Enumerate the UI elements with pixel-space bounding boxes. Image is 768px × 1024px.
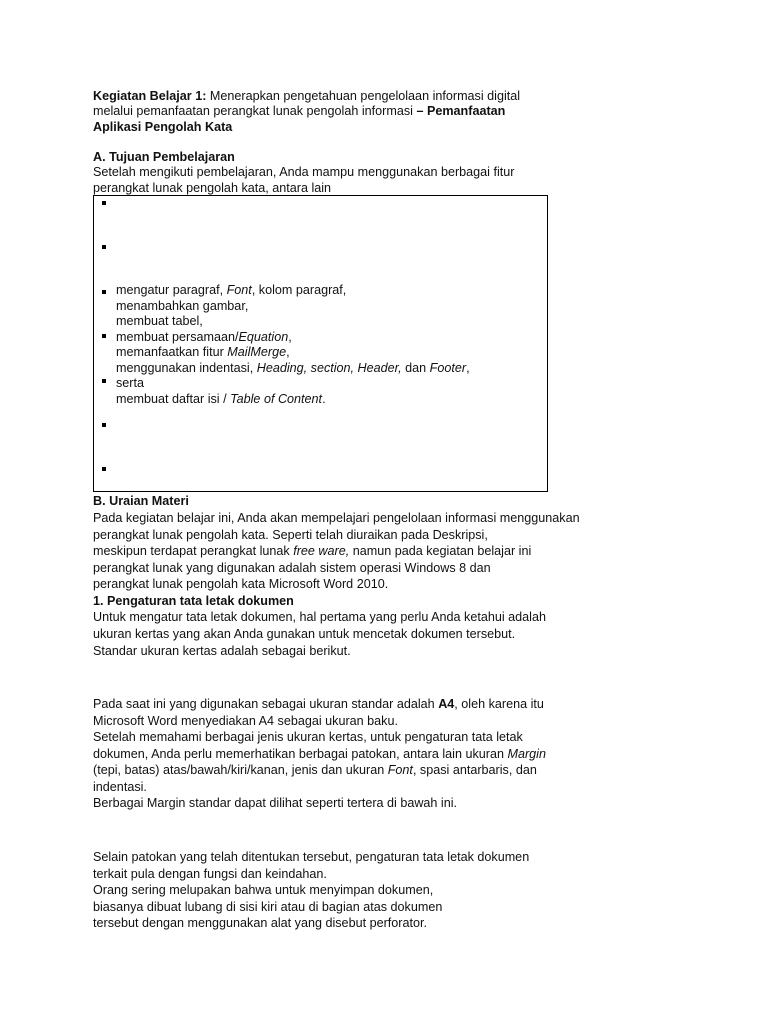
paragraph-line: Pada saat ini yang digunakan sebagai ukuran standar adalah A4, oleh karena itu: [93, 697, 544, 711]
paragraph-line: biasanya dibuat lubang di sisi kiri atau di bagian atas dokumen: [93, 900, 443, 914]
paragraph-line: tersebut dengan menggunakan alat yang disebut perforator.: [93, 916, 427, 930]
paragraph-line: Setelah memahami berbagai jenis ukuran kertas, untuk pengaturan tata letak: [93, 730, 523, 744]
objective-item: memanfaatkan fitur MailMerge,: [116, 345, 290, 359]
paragraph-line: dokumen, Anda perlu memerhatikan berbagai patokan, antara lain ukuran Margin: [93, 747, 546, 761]
paragraph-line: Untuk mengatur tata letak dokumen, hal pertama yang perlu Anda ketahui adalah: [93, 610, 546, 624]
bullet-icon: [102, 290, 106, 294]
bullet-icon: [102, 201, 106, 205]
objective-item: serta: [116, 376, 144, 390]
intro-line-2: melalui pemanfaatan perangkat lunak pengolah informasi – Pemanfaatan: [93, 104, 506, 118]
bullet-icon: [102, 467, 106, 471]
section-b-heading: B. Uraian Materi: [93, 494, 189, 508]
objectives-list: [116, 283, 470, 407]
objective-item: menambahkan gambar,: [116, 298, 249, 313]
paragraph-line: terkait pula dengan fungsi dan keindahan.: [93, 867, 327, 881]
objective-item: membuat tabel,: [116, 314, 203, 328]
subsection-1-heading: 1. Pengaturan tata letak dokumen: [93, 594, 294, 608]
section-a-intro-2: perangkat lunak pengolah kata, antara lain: [93, 181, 332, 195]
bullet-icon: [102, 379, 106, 383]
paragraph-line: indentasi.: [93, 780, 147, 794]
paragraph-line: Standar ukuran kertas adalah sebagai berikut.: [93, 644, 351, 658]
paragraph-line: ukuran kertas yang akan Anda gunakan untuk mencetak dokumen tersebut.: [93, 627, 516, 641]
paragraph-line: Orang sering melupakan bahwa untuk menyimpan dokumen,: [93, 883, 434, 897]
paragraph-line: perangkat lunak pengolah kata Microsoft Word 2010.: [93, 577, 389, 591]
intro-line-3: Aplikasi Pengolah Kata: [93, 120, 233, 134]
objective-item: menggunakan indentasi, Heading, section, Header, dan Footer,: [116, 360, 470, 375]
objective-item: membuat daftar isi / Table of Content.: [116, 391, 326, 406]
paragraph-line: Selain patokan yang telah ditentukan tersebut, pengaturan tata letak dokumen: [93, 850, 530, 864]
paragraph-line: (tepi, batas) atas/bawah/kiri/kanan, jenis dan ukuran Font, spasi antarbaris, dan: [93, 763, 537, 777]
bullet-icon: [102, 245, 106, 249]
paragraph-line: meskipun terdapat perangkat lunak free ware, namun pada kegiatan belajar ini: [93, 544, 532, 558]
bullet-icon: [102, 423, 106, 427]
section-a-intro-1: Setelah mengikuti pembelajaran, Anda mampu menggunakan berbagai fitur: [93, 165, 515, 179]
paragraph-line: perangkat lunak pengolah kata. Seperti telah diuraikan pada Deskripsi,: [93, 528, 488, 542]
objective-item: mengatur paragraf, Font, kolom paragraf,: [116, 283, 347, 297]
section-a-heading: A. Tujuan Pembelajaran: [93, 150, 235, 164]
objectives-box: [93, 195, 548, 492]
objective-item: membuat persamaan/Equation,: [116, 329, 292, 344]
paragraph-line: perangkat lunak yang digunakan adalah sistem operasi Windows 8 dan: [93, 561, 491, 575]
bullet-icon: [102, 334, 106, 338]
paragraph-line: Pada kegiatan belajar ini, Anda akan mempelajari pengelolaan informasi menggunakan: [93, 511, 580, 525]
paragraph-line: Berbagai Margin standar dapat dilihat seperti tertera di bawah ini.: [93, 796, 458, 810]
activity-label: Kegiatan Belajar 1:: [93, 89, 207, 103]
paragraph-line: Microsoft Word menyediakan A4 sebagai ukuran baku.: [93, 714, 398, 728]
intro-line-1: Kegiatan Belajar 1: Menerapkan pengetahuan pengelolaan informasi digital: [93, 89, 521, 103]
